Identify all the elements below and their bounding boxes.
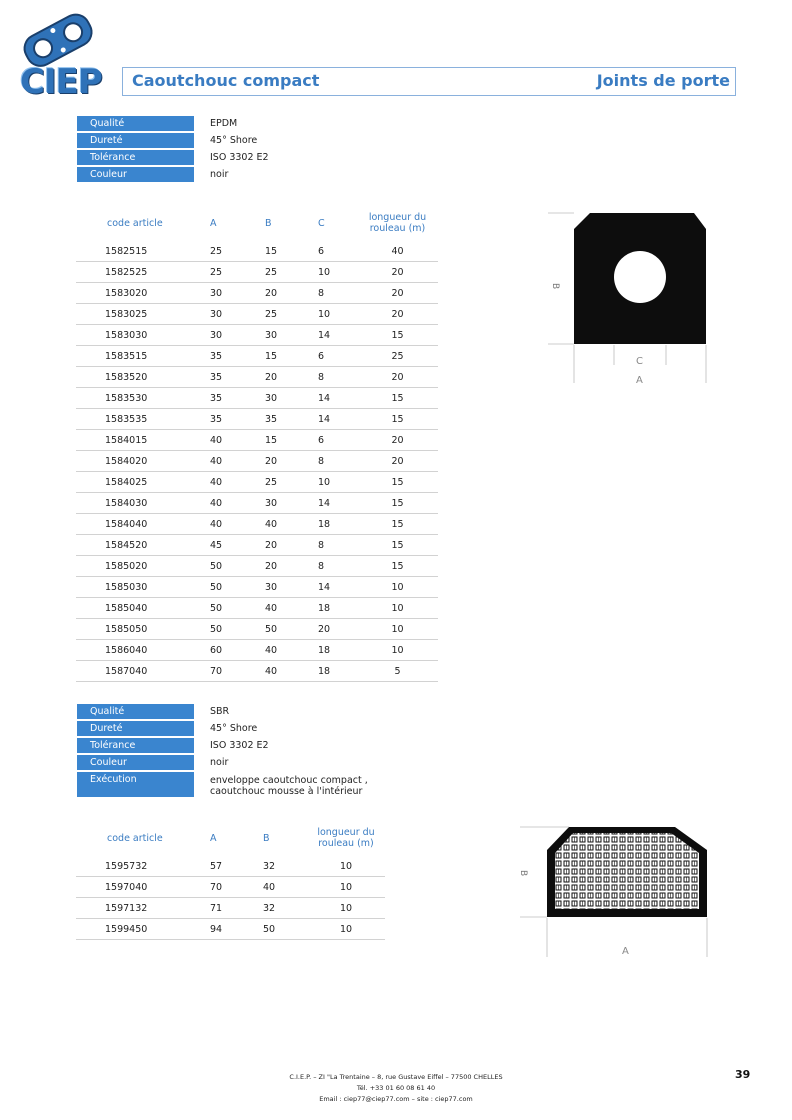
spec-value: noir xyxy=(210,169,229,180)
table-row xyxy=(76,241,438,262)
page-title: Caoutchouc compact xyxy=(132,71,320,90)
cell-value: 30 xyxy=(209,304,264,325)
cell-value: 10 xyxy=(307,877,385,898)
table-row xyxy=(76,367,438,388)
cell-value: 35 xyxy=(209,409,264,430)
column-header: C xyxy=(318,217,325,229)
dimension-label-a: A xyxy=(622,946,629,957)
cell-value: 10 xyxy=(317,472,357,493)
cell-code: 1583530 xyxy=(76,388,209,409)
cell-value: 57 xyxy=(209,856,262,877)
cell-value: 50 xyxy=(209,556,264,577)
cell-value: 18 xyxy=(317,661,357,682)
cell-value: 30 xyxy=(209,283,264,304)
cell-code: 1583025 xyxy=(76,304,209,325)
spec-label: Exécution xyxy=(77,772,194,798)
cell-value: 25 xyxy=(209,262,264,283)
cell-value: 20 xyxy=(357,262,438,283)
cell-code: 1599450 xyxy=(76,919,209,940)
cell-code: 1585020 xyxy=(76,556,209,577)
spec-value: ISO 3302 E2 xyxy=(210,152,269,163)
cell-value: 20 xyxy=(264,556,317,577)
cell-value: 15 xyxy=(357,325,438,346)
cell-code: 1584040 xyxy=(76,514,209,535)
dimension-label-b: B xyxy=(550,283,560,290)
spec-value: 45° Shore xyxy=(210,723,258,734)
spec-value: SBR xyxy=(210,706,230,717)
cell-value: 6 xyxy=(317,241,357,262)
cell-value: 45 xyxy=(209,535,264,556)
cell-code: 1583515 xyxy=(76,346,209,367)
cell-code: 1583030 xyxy=(76,325,209,346)
cell-code: 1597040 xyxy=(76,877,209,898)
cell-code: 1584030 xyxy=(76,493,209,514)
cell-value: 35 xyxy=(209,388,264,409)
column-header: A xyxy=(210,217,217,229)
cell-value: 10 xyxy=(357,598,438,619)
cell-value: 40 xyxy=(209,493,264,514)
profile-hole xyxy=(614,251,666,303)
cell-value: 10 xyxy=(307,898,385,919)
cell-value: 14 xyxy=(317,325,357,346)
cell-value: 20 xyxy=(264,535,317,556)
cell-value: 6 xyxy=(317,346,357,367)
table-row xyxy=(76,325,438,346)
dimension-label-c: C xyxy=(636,356,643,367)
cell-value: 8 xyxy=(317,283,357,304)
cell-value: 20 xyxy=(357,430,438,451)
spec-value: 45° Shore xyxy=(210,135,258,146)
cell-value: 18 xyxy=(317,598,357,619)
cell-value: 50 xyxy=(209,619,264,640)
table-row xyxy=(76,472,438,493)
table-row xyxy=(76,283,438,304)
page-footer xyxy=(0,1072,792,1105)
cell-value: 18 xyxy=(317,640,357,661)
cell-code: 1584020 xyxy=(76,451,209,472)
page-header xyxy=(122,67,736,96)
spec-value: enveloppe caoutchouc compact , caoutchouc mousse à l'intérieur xyxy=(210,775,368,797)
cell-value: 35 xyxy=(264,409,317,430)
cell-value: 71 xyxy=(209,898,262,919)
cell-value: 40 xyxy=(264,640,317,661)
cell-value: 15 xyxy=(357,472,438,493)
cell-code: 1582515 xyxy=(76,241,209,262)
cell-value: 40 xyxy=(357,241,438,262)
cell-value: 30 xyxy=(264,493,317,514)
page-number: 39 xyxy=(735,1068,751,1081)
cell-code: 1584520 xyxy=(76,535,209,556)
page-category: Joints de porte xyxy=(596,71,730,90)
table-row xyxy=(76,619,438,640)
cell-value: 15 xyxy=(264,241,317,262)
cell-value: 10 xyxy=(357,577,438,598)
table-row xyxy=(76,388,438,409)
cell-code: 1583520 xyxy=(76,367,209,388)
cell-value: 15 xyxy=(357,535,438,556)
table-row xyxy=(76,346,438,367)
cell-value: 8 xyxy=(317,535,357,556)
cell-code: 1595732 xyxy=(76,856,209,877)
cell-value: 15 xyxy=(357,556,438,577)
cell-code: 1585040 xyxy=(76,598,209,619)
table-row xyxy=(76,577,438,598)
footer-address: C.I.E.P. – ZI "La Trentaine – 8, rue Gustave Eiffel – 77500 CHELLES xyxy=(289,1073,503,1081)
table-row xyxy=(76,304,438,325)
table-row xyxy=(76,451,438,472)
cell-value: 14 xyxy=(317,577,357,598)
cell-code: 1582525 xyxy=(76,262,209,283)
column-header: B xyxy=(263,832,270,844)
cell-value: 20 xyxy=(264,367,317,388)
cell-value: 8 xyxy=(317,451,357,472)
cell-value: 20 xyxy=(357,283,438,304)
cell-value: 50 xyxy=(262,919,307,940)
cell-value: 70 xyxy=(209,661,264,682)
cell-value: 10 xyxy=(357,640,438,661)
cell-value: 20 xyxy=(357,367,438,388)
cell-code: 1585030 xyxy=(76,577,209,598)
cell-code: 1583535 xyxy=(76,409,209,430)
cell-value: 25 xyxy=(264,472,317,493)
product-table-epdm xyxy=(76,205,438,682)
spec-label: Qualité xyxy=(77,704,194,720)
cell-value: 30 xyxy=(264,325,317,346)
cell-value: 32 xyxy=(262,856,307,877)
cell-value: 50 xyxy=(264,619,317,640)
cell-value: 25 xyxy=(357,346,438,367)
cell-value: 15 xyxy=(357,493,438,514)
cell-value: 30 xyxy=(264,388,317,409)
cell-code: 1597132 xyxy=(76,898,209,919)
table-row xyxy=(76,898,385,919)
cell-value: 25 xyxy=(264,262,317,283)
profile-diagram-epdm xyxy=(540,205,720,395)
spec-value: noir xyxy=(210,757,229,768)
column-header: longueur du rouleau (m) xyxy=(317,827,375,849)
table-row xyxy=(76,661,438,682)
cell-value: 15 xyxy=(357,409,438,430)
cell-value: 10 xyxy=(357,619,438,640)
cell-value: 14 xyxy=(317,409,357,430)
profile-diagram-sbr xyxy=(515,820,715,965)
cell-value: 18 xyxy=(317,514,357,535)
cell-value: 35 xyxy=(209,346,264,367)
table-row xyxy=(76,262,438,283)
cell-value: 50 xyxy=(209,577,264,598)
spec-label: Qualité xyxy=(77,116,194,132)
cell-code: 1586040 xyxy=(76,640,209,661)
table-row xyxy=(76,919,385,940)
cell-value: 40 xyxy=(209,451,264,472)
product-table-sbr xyxy=(76,820,385,940)
cell-value: 40 xyxy=(209,472,264,493)
table-row xyxy=(76,598,438,619)
cell-value: 70 xyxy=(209,877,262,898)
cell-value: 30 xyxy=(209,325,264,346)
spec-label: Couleur xyxy=(77,167,194,183)
cell-value: 35 xyxy=(209,367,264,388)
cell-value: 14 xyxy=(317,388,357,409)
cell-value: 20 xyxy=(317,619,357,640)
cell-value: 20 xyxy=(264,283,317,304)
cell-value: 20 xyxy=(357,451,438,472)
spec-label: Couleur xyxy=(77,755,194,771)
table-row xyxy=(76,856,385,877)
cell-value: 30 xyxy=(264,577,317,598)
column-header: code article xyxy=(107,217,163,229)
cell-code: 1583020 xyxy=(76,283,209,304)
cell-value: 10 xyxy=(307,919,385,940)
cell-value: 25 xyxy=(264,304,317,325)
table-body xyxy=(76,241,438,682)
column-header: A xyxy=(210,832,217,844)
table-row xyxy=(76,535,438,556)
cell-value: 40 xyxy=(264,661,317,682)
dimension-label-a: A xyxy=(636,375,643,386)
table-row xyxy=(76,430,438,451)
spec-value: ISO 3302 E2 xyxy=(210,740,269,751)
cell-code: 1584025 xyxy=(76,472,209,493)
cell-value: 14 xyxy=(317,493,357,514)
ciep-logo xyxy=(18,12,100,104)
cell-value: 25 xyxy=(209,241,264,262)
column-header: B xyxy=(265,217,272,229)
cell-value: 94 xyxy=(209,919,262,940)
column-header: code article xyxy=(107,832,163,844)
cell-value: 40 xyxy=(264,514,317,535)
spec-label: Dureté xyxy=(77,133,194,149)
cell-value: 40 xyxy=(209,514,264,535)
table-row xyxy=(76,493,438,514)
cell-value: 40 xyxy=(262,877,307,898)
spec-label: Dureté xyxy=(77,721,194,737)
footer-phone: Tél. +33 01 60 08 61 40 xyxy=(356,1084,436,1092)
footer-contact: Email : ciep77@ciep77.com – site : ciep77.com xyxy=(319,1095,473,1103)
cell-value: 40 xyxy=(209,430,264,451)
cell-value: 15 xyxy=(264,346,317,367)
cell-value: 10 xyxy=(317,262,357,283)
cell-code: 1587040 xyxy=(76,661,209,682)
cell-value: 5 xyxy=(357,661,438,682)
table-row xyxy=(76,877,385,898)
cell-value: 40 xyxy=(264,598,317,619)
cell-value: 20 xyxy=(357,304,438,325)
spec-label: Tolérance xyxy=(77,738,194,754)
cell-value: 50 xyxy=(209,598,264,619)
cell-value: 60 xyxy=(209,640,264,661)
table-row xyxy=(76,556,438,577)
dimension-label-b: B xyxy=(518,870,528,877)
column-header: longueur du rouleau (m) xyxy=(368,212,427,234)
logo-text: CIEP xyxy=(20,62,102,102)
foam-core xyxy=(555,833,699,909)
table-row xyxy=(76,640,438,661)
cell-value: 15 xyxy=(357,388,438,409)
cell-value: 8 xyxy=(317,556,357,577)
table-body xyxy=(76,856,385,940)
cell-code: 1584015 xyxy=(76,430,209,451)
cell-value: 6 xyxy=(317,430,357,451)
cell-value: 8 xyxy=(317,367,357,388)
cell-value: 10 xyxy=(317,304,357,325)
table-row xyxy=(76,409,438,430)
spec-label: Tolérance xyxy=(77,150,194,166)
cell-value: 32 xyxy=(262,898,307,919)
table-row xyxy=(76,514,438,535)
spec-value: EPDM xyxy=(210,118,238,129)
cell-value: 10 xyxy=(307,856,385,877)
cell-value: 15 xyxy=(357,514,438,535)
cell-value: 20 xyxy=(264,451,317,472)
cell-code: 1585050 xyxy=(76,619,209,640)
cell-value: 15 xyxy=(264,430,317,451)
